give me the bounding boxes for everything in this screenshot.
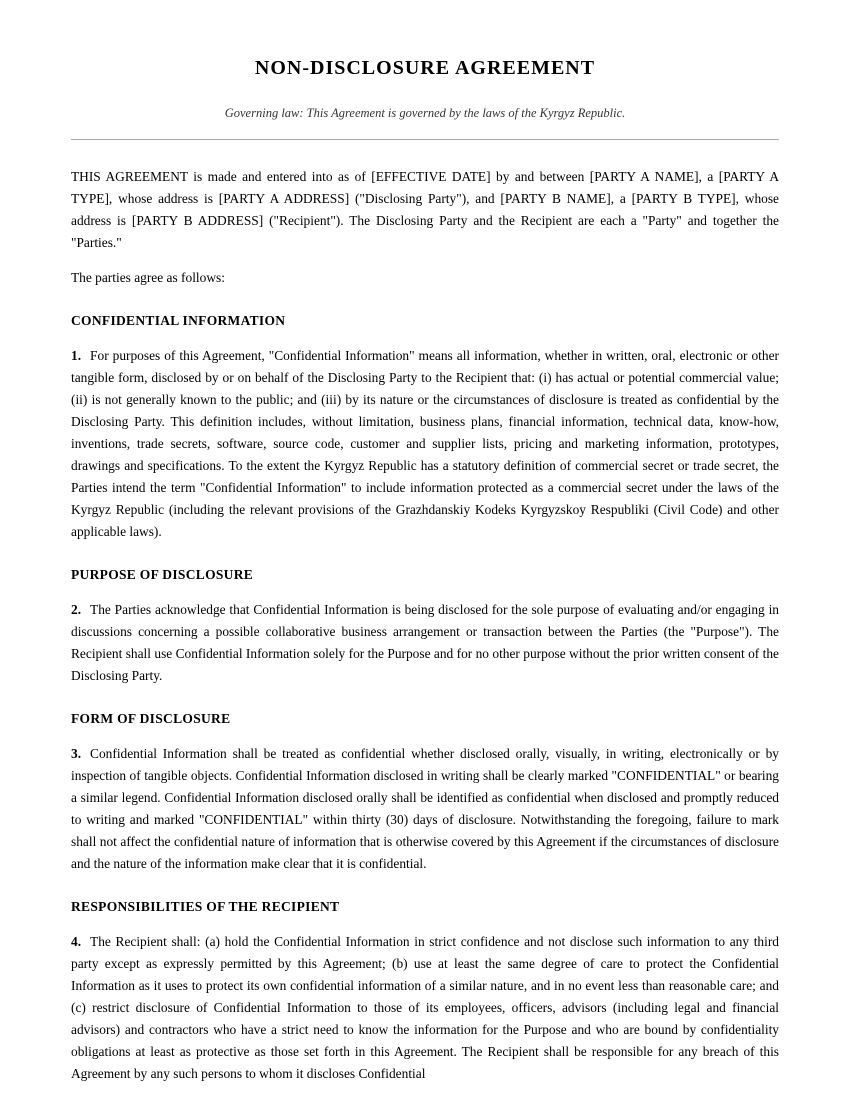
- section-heading-confidential-information: CONFIDENTIAL INFORMATION: [71, 313, 286, 328]
- clause-number-4: 4.: [71, 934, 82, 949]
- section-heading-purpose-of-disclosure: PURPOSE OF DISCLOSURE: [71, 567, 254, 582]
- document-page: [71, 0, 779, 1085]
- clause-text-3: Confidential Information shall be treated as confidential whether disclosed orally, visually, in writing, electronically or by inspection of tangible objects. Confidential Information disclosed in writing shall be clearly marked "CONFIDENTIAL" or bearing a similar legend. Confidential Information disclosed orally shall be identified as confidential when disclosed and promptly reduced to writing and marked "CONFIDENTIAL" within thirty (30) days of disclosure. Notwithstanding the foregoing, failure to mark shall not affect the confidential nature of information that is otherwise covered by this Agreement if the circumstances of disclosure and the nature of the information make clear that it is confidential.: [71, 746, 779, 871]
- section-heading-form-of-disclosure: FORM OF DISCLOSURE: [71, 711, 231, 726]
- clause-number-1: 1.: [71, 348, 82, 363]
- agreement-lead-in: The parties agree as follows:: [71, 270, 225, 285]
- document-title: NON-DISCLOSURE AGREEMENT: [254, 57, 596, 79]
- governing-law-subtitle: Governing law: This Agreement is governed by the laws of the Kyrgyz Republic.: [224, 106, 626, 120]
- section-paragraph-4: [71, 931, 779, 1085]
- preamble-paragraph: THIS AGREEMENT is made and entered into as of [EFFECTIVE DATE] by and between [PARTY A NAME], a [PARTY A TYPE], whose address is [PARTY A ADDRESS] ("Disclosing Party"), and [PARTY B NAME], a [PARTY B TYPE], whose address is [PARTY B ADDRESS] ("Recipient"). The Disclosing Party and the Recipient are each a "Party" and together the "Parties.": [71, 169, 779, 250]
- section-paragraph-3: [71, 743, 779, 875]
- section-heading-responsibilities-of-the-recipient: RESPONSIBILITIES OF THE RECIPIENT: [71, 899, 340, 914]
- clause-text-4: The Recipient shall: (a) hold the Confidential Information in strict confidence and not disclose such information to any third party except as expressly permitted by this Agreement; (b) use at least the same degree of care to protect the Confidential Information as it uses to protect its own confidential information of a similar nature, and in no event less than reasonable care; and (c) restrict disclosure of Confidential Information to those of its employees, officers, advisors (including legal and financial advisors) and contractors who have a strict need to know the information for the Purpose and who are bound by confidentiality obligations at least as protective as those set forth in this Agreement. The Recipient shall be responsible for any breach of this Agreement by any such persons to whom it discloses Confidential: [71, 934, 779, 1081]
- clause-number-3: 3.: [71, 746, 82, 761]
- section-paragraph-1: [71, 345, 779, 543]
- horizontal-divider: [71, 139, 779, 140]
- clause-number-2: 2.: [71, 602, 82, 617]
- clause-text-2: The Parties acknowledge that Confidential Information is being disclosed for the sole purpose of evaluating and/or engaging in discussions concerning a possible collaborative business arrangement or transaction between the Parties (the "Purpose"). The Recipient shall use Confidential Information solely for the Purpose and for no other purpose without the prior written consent of the Disclosing Party.: [71, 602, 779, 683]
- section-paragraph-2: [71, 599, 779, 687]
- clause-text-1: For purposes of this Agreement, "Confidential Information" means all information, whether in written, oral, electronic or other tangible form, disclosed by or on behalf of the Disclosing Party to the Recipient that: (i) has actual or potential commercial value; (ii) is not generally known to the public; and (iii) by its nature or the circumstances of disclosure is treated as confidential by the Disclosing Party. This definition includes, without limitation, business plans, financial information, technical data, know-how, inventions, trade secrets, software, source code, customer and supplier lists, pricing and marketing information, prototypes, drawings and specifications. To the extent the Kyrgyz Republic has a statutory definition of commercial secret or trade secret, the Parties intend the term "Confidential Information" to include information protected as a commercial secret under the laws of the Kyrgyz Republic (including the relevant provisions of the Grazhdanskiy Kodeks Kyrgyzskoy Respubliki (Civil Code) and other applicable laws).: [71, 348, 779, 539]
